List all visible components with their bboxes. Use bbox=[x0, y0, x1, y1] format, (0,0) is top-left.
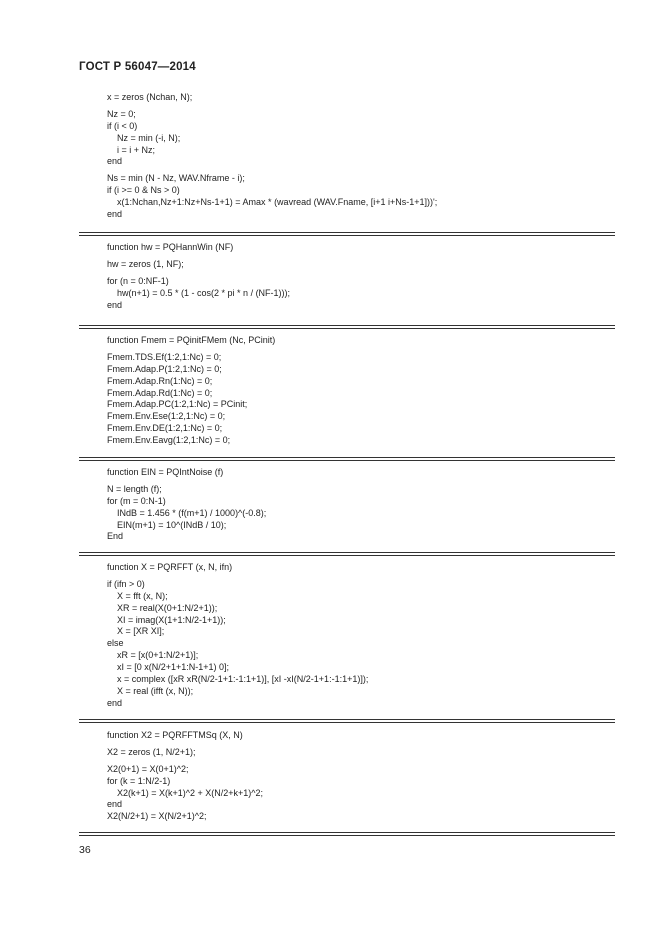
code-line: Fmem.Env.Eavg(1:2,1:Nc) = 0; bbox=[107, 435, 231, 446]
code-line: function EIN = PQIntNoise (f) bbox=[107, 467, 224, 477]
code-line: hw = zeros (1, NF); bbox=[107, 258, 184, 269]
code-block-rfft bbox=[107, 562, 607, 710]
code-block-rfft-msq bbox=[107, 730, 607, 823]
code-line: X = [XR XI]; bbox=[117, 626, 165, 637]
code-line: if (ifn > 0) bbox=[107, 578, 145, 589]
code-line: Fmem.Adap.Rd(1:Nc) = 0; bbox=[107, 387, 213, 398]
code-line: for (m = 0:N-1) bbox=[107, 495, 166, 506]
code-line: INdB = 1.456 * (f(m+1) / 1000)^(-0.8); bbox=[117, 507, 267, 518]
code-line: function X2 = PQRFFTMSq (X, N) bbox=[107, 730, 243, 740]
code-line: X = fft (x, N); bbox=[117, 590, 168, 601]
code-line: function hw = PQHannWin (NF) bbox=[107, 242, 234, 252]
code-block-init-fmem bbox=[107, 335, 607, 447]
code-line: end bbox=[107, 697, 123, 708]
code-line: x = complex ([xR xR(N/2-1+1:-1:1+1)], [xI -xI(N/2-1+1:-1:1+1)]); bbox=[117, 674, 369, 685]
code-line: x = zeros (Nchan, N); bbox=[107, 92, 193, 102]
section-separator bbox=[79, 325, 615, 329]
section-separator bbox=[79, 552, 615, 556]
code-block-int-noise bbox=[107, 467, 607, 543]
code-line: i = i + Nz; bbox=[117, 144, 156, 155]
section-separator bbox=[79, 719, 615, 723]
code-line: function Fmem = PQinitFMem (Nc, PCinit) bbox=[107, 335, 276, 345]
code-line: Fmem.Env.Ese(1:2,1:Nc) = 0; bbox=[107, 411, 226, 422]
code-line: for (n = 0:NF-1) bbox=[107, 275, 169, 286]
code-line: N = length (f); bbox=[107, 483, 162, 494]
code-block-wav-read bbox=[107, 92, 607, 221]
code-block-hann-win bbox=[107, 242, 607, 311]
code-line: Fmem.Adap.P(1:2,1:Nc) = 0; bbox=[107, 363, 222, 374]
section-separator bbox=[79, 457, 615, 461]
code-line: Fmem.TDS.Ef(1:2,1:Nc) = 0; bbox=[107, 351, 222, 362]
code-line: xI = [0 x(N/2+1+1:N-1+1) 0]; bbox=[117, 662, 230, 673]
code-line: end bbox=[107, 156, 123, 167]
code-line: hw(n+1) = 0.5 * (1 - cos(2 * pi * n / (NF-1))); bbox=[117, 287, 291, 298]
code-line: X2(k+1) = X(k+1)^2 + X(N/2+k+1)^2; bbox=[117, 787, 264, 798]
code-line: X = real (ifft (x, N)); bbox=[117, 685, 194, 696]
code-line: X2 = zeros (1, N/2+1); bbox=[107, 746, 196, 757]
code-line: XI = imag(X(1+1:N/2-1+1)); bbox=[117, 614, 226, 625]
code-line: Fmem.Adap.Rn(1:Nc) = 0; bbox=[107, 375, 213, 386]
code-line: x(1:Nchan,Nz+1:Nz+Ns-1+1) = Amax * (wavread (WAV.Fname, [i+1 i+Ns-1+1]))'; bbox=[117, 197, 438, 208]
document-header: ГОСТ Р 56047—2014 bbox=[79, 61, 196, 73]
code-line: XR = real(X(0+1:N/2+1)); bbox=[117, 602, 218, 613]
code-line: end bbox=[107, 299, 123, 310]
code-line: else bbox=[107, 638, 124, 649]
code-line: X2(N/2+1) = X(N/2+1)^2; bbox=[107, 811, 207, 822]
code-line: Nz = 0; bbox=[107, 108, 136, 119]
code-line: Nz = min (-i, N); bbox=[117, 132, 181, 143]
code-line: end bbox=[107, 209, 123, 220]
page-number: 36 bbox=[79, 844, 91, 856]
code-line: if (i < 0) bbox=[107, 120, 138, 131]
code-line: if (i >= 0 & Ns > 0) bbox=[107, 185, 180, 196]
code-line: End bbox=[107, 531, 124, 542]
code-line: Fmem.Env.DE(1:2,1:Nc) = 0; bbox=[107, 423, 223, 434]
code-line: Fmem.Adap.PC(1:2,1:Nc) = PCinit; bbox=[107, 399, 248, 410]
code-line: xR = [x(0+1:N/2+1)]; bbox=[117, 650, 199, 661]
code-line: Ns = min (N - Nz, WAV.Nframe - i); bbox=[107, 173, 245, 184]
section-separator bbox=[79, 232, 615, 236]
code-line: for (k = 1:N/2-1) bbox=[107, 775, 171, 786]
code-line: EIN(m+1) = 10^(INdB / 10); bbox=[117, 519, 227, 530]
code-line: function X = PQRFFT (x, N, ifn) bbox=[107, 562, 233, 572]
code-line: X2(0+1) = X(0+1)^2; bbox=[107, 763, 189, 774]
section-separator bbox=[79, 832, 615, 836]
code-line: end bbox=[107, 799, 123, 810]
